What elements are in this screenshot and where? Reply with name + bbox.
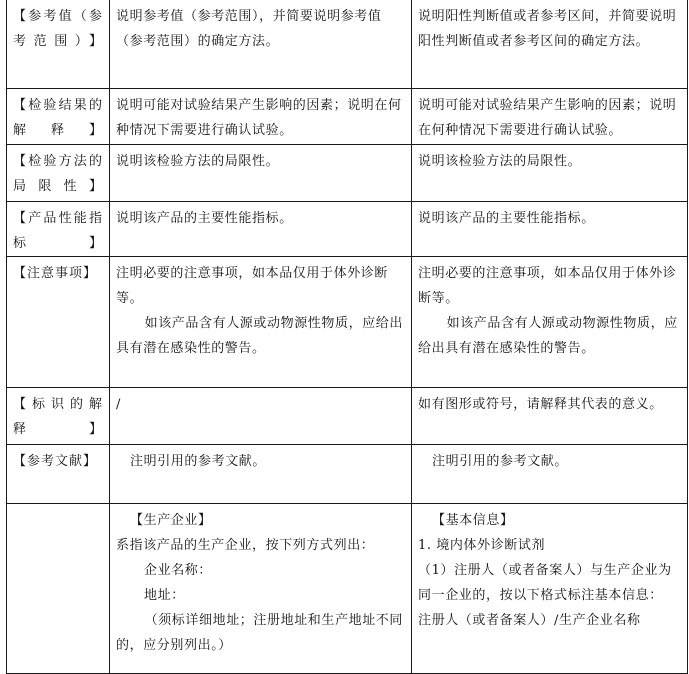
table-row <box>7 504 688 674</box>
ivd-precautions-cell <box>110 257 412 388</box>
ivd-precautions-p1: 注明必要的注意事项，如本品仅用于体外诊断等。 <box>116 266 389 306</box>
other-basic-info-item1-1: （1）注册人（或者备案人）与生产企业为同一企业的，按以下格式标注基本信息： <box>418 563 672 603</box>
row-label-method-limitations: 【检验方法的局限性】 <box>7 145 110 202</box>
table-row <box>7 0 688 89</box>
other-precautions-cell <box>412 257 688 388</box>
table-row <box>7 145 688 202</box>
row-label-result-interpretation: 【检验结果的解释】 <box>7 89 110 145</box>
other-references-text: 注明引用的参考文献。 <box>432 454 569 469</box>
other-basic-info-item1-1-a: 注册人（或者备案人）/生产企业名称 <box>418 613 641 628</box>
ivd-manufacturer-name: 企业名称： <box>144 563 213 578</box>
ivd-manufacturer-cell <box>110 504 412 674</box>
other-basic-info-item1: 1. 境内体外诊断试剂 <box>418 538 546 553</box>
table-row <box>7 445 688 504</box>
instructions-comparison-table <box>6 0 688 674</box>
ivd-performance-indicators-text: 说明该产品的主要性能指标。 <box>110 202 412 257</box>
other-performance-indicators-text: 说明该产品的主要性能指标。 <box>412 202 688 257</box>
other-precautions-p1: 注明必要的注意事项，如本品仅用于体外诊断等。 <box>418 266 677 306</box>
ivd-references-cell <box>110 445 412 504</box>
ivd-precautions-p2: 如该产品含有人源或动物源性物质，应给出具有潜在感染性的警告。 <box>116 316 403 356</box>
ivd-reference-range-text: 说明参考值（参考范围），并简要说明参考值（参考范围）的确定方法。 <box>110 0 412 89</box>
other-result-interpretation-text: 说明可能对试验结果产生影响的因素；说明在何种情况下需要进行确认试验。 <box>412 89 688 145</box>
row-label-references: 【参考文献】 <box>7 445 110 504</box>
other-reference-range-text: 说明阳性判断值或者参考区间，并简要说明阳性判断值或者参考区间的确定方法。 <box>412 0 688 89</box>
row-label-symbol-explanation: 【标识的解释】 <box>7 388 110 445</box>
row-label-reference-range: 【参考值（参考范围）】 <box>7 0 110 89</box>
row-label-manufacturer <box>7 504 110 674</box>
ivd-references-text: 注明引用的参考文献。 <box>130 454 267 469</box>
ivd-manufacturer-heading: 【生产企业】 <box>130 513 212 528</box>
other-precautions-p2: 如该产品含有人源或动物源性物质，应给出具有潜在感染性的警告。 <box>418 316 678 356</box>
row-label-performance-indicators: 【产品性能指标】 <box>7 202 110 257</box>
table-row <box>7 257 688 388</box>
other-references-cell <box>412 445 688 504</box>
other-basic-info-heading: 【基本信息】 <box>432 513 514 528</box>
ivd-manufacturer-intro: 系指该产品的生产企业，按下列方式列出： <box>116 538 375 553</box>
table-row <box>7 388 688 445</box>
other-basic-info-cell <box>412 504 688 674</box>
other-method-limitations-text: 说明该检验方法的局限性。 <box>412 145 688 202</box>
ivd-method-limitations-text: 说明该检验方法的局限性。 <box>110 145 412 202</box>
table-row <box>7 89 688 145</box>
row-label-precautions: 【注意事项】 <box>7 257 110 388</box>
ivd-manufacturer-address: 地址： <box>144 588 185 603</box>
other-symbol-explanation-text: 如有图形或符号，请解释其代表的意义。 <box>412 388 688 445</box>
ivd-manufacturer-note: （须标详细地址；注册地址和生产地址不同的，应分别列出。） <box>116 613 403 653</box>
ivd-symbol-explanation-text: / <box>110 388 412 445</box>
table-row <box>7 202 688 257</box>
ivd-result-interpretation-text: 说明可能对试验结果产生影响的因素；说明在何种情况下需要进行确认试验。 <box>110 89 412 145</box>
